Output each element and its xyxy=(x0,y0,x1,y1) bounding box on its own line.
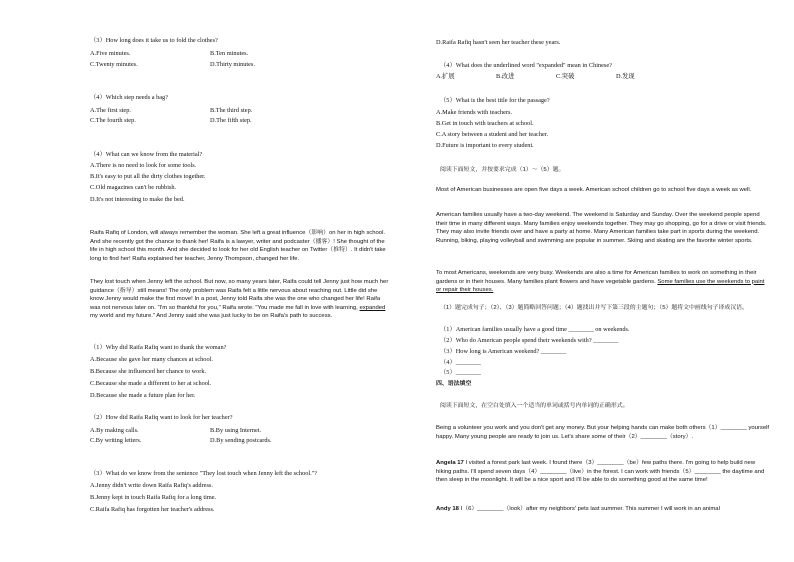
passage-paragraph-3: To most Americans, weekends are very busy. Weekends are also a time for American families to work on something in their gardens or in their houses. Many families plant flowers and have vegetable gardens. Some families use the weekends to paint or repair their houses. xyxy=(436,270,765,294)
option-b: B.Because she influenced her chance to work. xyxy=(90,368,207,375)
option-c: C.Raifa Rafiq has forgotten her teacher's address. xyxy=(90,506,215,513)
option-d: D.Raifa Rafiq hasn't seen her teacher these years. xyxy=(436,39,561,46)
option-d: D.By sending postcards. xyxy=(210,437,272,444)
task-3: （3）How long is American weekend? ________ xyxy=(440,348,567,355)
option-b: B.Get in touch with teachers at school. xyxy=(436,120,534,127)
passage-paragraph-1: Raifa Rafiq of London, will always remember the woman. She left a great influence（影响）on her in high school. And she recently got the chance to thank her! Raifa is a lawyer, writer and podcaster（播客）! She thought of the life in high school this month. And she decided to look for her old English teacher on Twitter（推特）. It didn't take long to find her! Raifa explained her teacher, Jenny Thompson, changed her life. xyxy=(90,230,386,262)
option-d: D.Because she made a future plan for her. xyxy=(90,392,196,399)
option-b: B.改进 xyxy=(496,73,515,80)
underlined-word: expanded xyxy=(359,304,386,311)
option-d: D.It's not interesting to make the bed. xyxy=(90,196,185,203)
option-d: D.Future is important to every student. xyxy=(436,142,534,149)
option-d: D.Thirty minutes. xyxy=(210,61,255,68)
speaker-name: Andy 18 xyxy=(436,506,459,512)
task-5: （5）________ xyxy=(440,369,481,376)
passage-paragraph-2: They lost touch when Jenny left the school. But now, so many years later, Raifa could tell Jenny just how much her guidance（指导）still means! The only problem was Raifa felt a little nervous about reaching out. Little did she know Jenny would make the first move! In a post, Jenny told Raifa she was the one who changed her life! Raifa was not nervous later on. "I'm so thankful for you," Raifa wrote. "You made me fall in love with learning, expanded my world and my future." And Jenny said she was just lucky to be on Raifa's path to success. xyxy=(90,279,389,320)
option-c: C.Because she made a different to her at school. xyxy=(90,380,212,387)
option-a: A.By making calls. xyxy=(90,427,139,434)
question-4a-stem: （4）Which step needs a bag? xyxy=(90,94,168,101)
option-b: B.It's easy to put all the dirty clothes together. xyxy=(90,173,206,180)
grammar-paragraph-andy: Andy 18 I（6）________（look）after my neighbors' pets last summer. This summer I will work in an animal xyxy=(436,506,720,512)
task-instruction: （1）题完成句子；（2）、（3）题简略回答问题；（4）题找出并写下第三段的主题句；（5）题将文中画线句子译成汉语。 xyxy=(440,305,748,311)
option-c: C.A story between a student and her teacher. xyxy=(436,131,549,138)
question-4-stem: （4）What does the underlined word "expanded" mean in Chinese? xyxy=(440,62,612,69)
option-a: A.There is no need to look for some tools. xyxy=(90,162,197,169)
grammar-paragraph-1: Being a volunteer you work and you don't get any money. But your helping hands can make both others（1）________ yourself happy. Many young people are ready to join us. Let's share some of their（2）________（story）. xyxy=(436,425,770,440)
option-c: C.Old magazines can't be rubbish. xyxy=(90,184,177,191)
option-d: D.The fifth step. xyxy=(210,117,252,124)
option-a: A.扩展 xyxy=(436,73,455,80)
passage-paragraph-1: Most of American businesses are open five days a week. American school children go to school five days a week as well. xyxy=(436,187,752,193)
question-2-stem: （2）How did Raifa Rafiq want to look for her teacher? xyxy=(90,414,233,421)
grammar-paragraph-angela: Angela 17 I visited a forest park last week. I found there（3）________（be）few paths there. I'm going to help build new hiking paths. I'll spend seven days（4）________（live）in the forest. I can work with friends（5）________ the daytime and then sleep in the moonlight. It will be a nice sport and I'll be able to do something good at the same time! xyxy=(436,460,765,484)
option-a: A.Five minutes. xyxy=(90,50,131,57)
underlined-sentence: Some families use the weekends to paint or repair their houses. xyxy=(436,278,765,294)
option-b: B.By using Internet. xyxy=(210,427,262,434)
question-3b-stem: （3）What do we know from the sentence "They lost touch when Jenny left the school."? xyxy=(90,470,318,477)
option-c: C.Twenty minutes. xyxy=(90,61,138,68)
question-3-stem: （3）How long does it take us to fold the clothes? xyxy=(90,37,218,44)
option-c: C.By writing letters. xyxy=(90,437,142,444)
option-b: B.Jenny kept in touch Raifa Rafiq for a long time. xyxy=(90,494,217,501)
passage-paragraph-2: American families usually have a two-day weekend. The weekend is Saturday and Sunday. Over the weekend people spend their time in many different ways. Many families enjoy weekends together. They may go shopping, go for a drive or visit friends. They may also invite friends over and have a party at home. Many American families take part in sports during the weekend. Running, biking, playing volleyball and swimming are popular in summer. Skiing and skating are the favorite winter sports. xyxy=(436,212,767,244)
reading-instruction: 阅读下面短文，并按要求完成（1）～（5）题。 xyxy=(440,167,565,173)
option-a: A.Because she gave her many chances at school. xyxy=(90,356,213,363)
option-c: C.突破 xyxy=(556,73,575,80)
task-2: （2）Who do American people spend their weekends with? ________ xyxy=(440,337,619,344)
option-a: A.The first step. xyxy=(90,107,131,114)
option-a: A.Jenny didn't write down Raifa Rafiq's address. xyxy=(90,482,213,489)
option-c: C.The fourth step. xyxy=(90,117,136,124)
speaker-name: Angela 17 xyxy=(436,460,464,466)
option-d: D.发现 xyxy=(616,73,635,80)
question-5-stem: （5）What is the best title for the passage? xyxy=(440,97,550,104)
option-b: B.The third step. xyxy=(210,107,253,114)
option-a: A.Make friends with teachers. xyxy=(436,109,513,116)
question-1-stem: （1）Why did Raifa Rafiq want to thank the woman? xyxy=(90,344,227,351)
section-heading: 四、语法填空 xyxy=(436,381,472,387)
grammar-instruction: 阅读下面短文，在空白处填入一个适当的单词或括号内单词的正确形式。 xyxy=(440,403,629,409)
task-1: （1）American families usually have a good time ________ on weekends. xyxy=(440,326,630,333)
task-4: （4）________ xyxy=(440,359,481,366)
option-b: B.Ten minutes. xyxy=(210,50,249,57)
question-4b-stem: （4）What can we know from the material? xyxy=(90,151,203,158)
